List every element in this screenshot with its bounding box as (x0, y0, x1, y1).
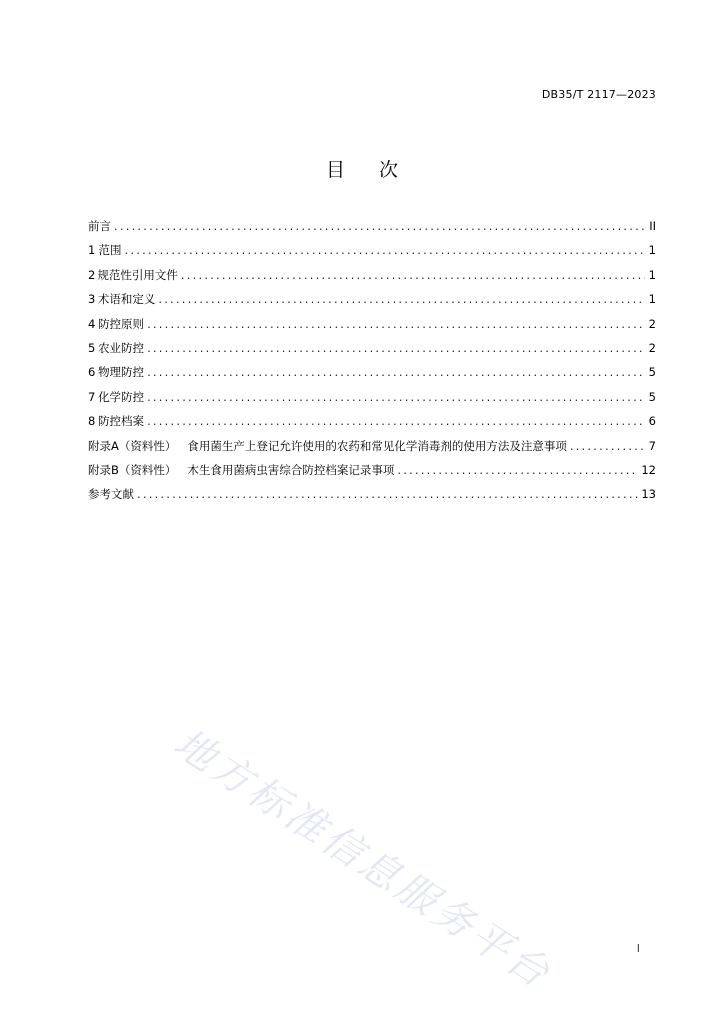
toc-entry-number: 7 (88, 389, 96, 404)
toc-title-char: 次 (379, 159, 399, 181)
toc-entry-label: 术语和定义 (97, 292, 156, 307)
toc-entry-agricultural-control[interactable] (88, 340, 656, 364)
toc-entry-appendix-a[interactable] (88, 438, 656, 462)
toc-entry-label: 防控档案 (98, 414, 145, 429)
toc-entry-page: 12 (641, 462, 656, 477)
toc-entry-label: 范围 (98, 243, 122, 258)
toc-entry-number: 8 (88, 414, 96, 429)
toc-entry-page: II (649, 219, 656, 233)
toc-title-char: 目 (325, 159, 345, 181)
toc-entry-label: 规范性引用文件 (97, 267, 178, 282)
toc-title (0, 155, 724, 182)
toc-entry-label: 农业防控 (98, 340, 145, 355)
toc-entry-number: 1 (88, 243, 96, 258)
toc-entry-page: 2 (648, 316, 656, 331)
toc-leader-dots (570, 439, 645, 453)
toc-entry-label: 防控原则 (98, 316, 145, 331)
toc-entry-number: 6 (88, 365, 96, 380)
toc-entry-label: 化学防控 (98, 389, 145, 404)
document-code: DB35/T 2117—2023 (541, 88, 656, 101)
toc-entry-bibliography[interactable] (88, 486, 656, 510)
toc-entry-page: 5 (648, 365, 656, 380)
toc-leader-dots (158, 292, 645, 306)
toc-entry-scope[interactable] (88, 242, 656, 266)
toc-leader-dots (147, 317, 645, 331)
toc-entry-page: 1 (648, 243, 656, 258)
toc-leader-dots (147, 390, 645, 404)
toc-entry-page: 7 (648, 438, 656, 453)
toc-entry-number: 3 (88, 292, 96, 307)
toc-entry-page: 6 (648, 414, 656, 429)
toc-entry-terms-definitions[interactable] (88, 291, 656, 315)
toc-leader-dots (147, 365, 645, 379)
toc-entry-label: 前言 (88, 219, 111, 233)
toc-entry-physical-control[interactable] (88, 364, 656, 388)
toc-entry-number: 5 (88, 340, 96, 355)
toc-entry-label: 物理防控 (98, 365, 145, 380)
toc-entry-control-records[interactable] (88, 413, 656, 437)
page-number: I (636, 942, 640, 955)
toc-leader-dots (125, 243, 645, 257)
toc-entry-normative-references[interactable] (88, 267, 656, 291)
toc-entry-page: 13 (641, 487, 656, 502)
toc-leader-dots (181, 268, 645, 282)
toc-entry-control-principles[interactable] (88, 316, 656, 340)
toc-entry-foreword[interactable] (88, 218, 656, 242)
toc-entry-page: 2 (648, 340, 656, 355)
toc-leader-dots (114, 219, 645, 233)
toc-list (88, 218, 656, 511)
toc-entry-page: 1 (648, 292, 656, 307)
toc-leader-dots (147, 341, 645, 355)
toc-entry-page: 5 (648, 389, 656, 404)
toc-entry-label: 附录B（资料性） 木生食用菌病虫害综合防控档案记录事项 (88, 462, 395, 477)
toc-entry-number: 4 (88, 316, 96, 331)
toc-entry-label: 附录A（资料性） 食用菌生产上登记允许使用的农药和常见化学消毒剂的使用方法及注意事项 (88, 438, 567, 453)
watermark: 地方标准信息服务平台 (165, 720, 560, 999)
toc-entry-number: 2 (88, 267, 96, 282)
toc-leader-dots (147, 414, 645, 428)
toc-entry-label: 参考文献 (88, 487, 134, 502)
toc-leader-dots (137, 487, 638, 501)
toc-entry-chemical-control[interactable] (88, 389, 656, 413)
toc-entry-page: 1 (648, 267, 656, 282)
toc-entry-appendix-b[interactable] (88, 462, 656, 486)
toc-leader-dots (397, 463, 638, 477)
